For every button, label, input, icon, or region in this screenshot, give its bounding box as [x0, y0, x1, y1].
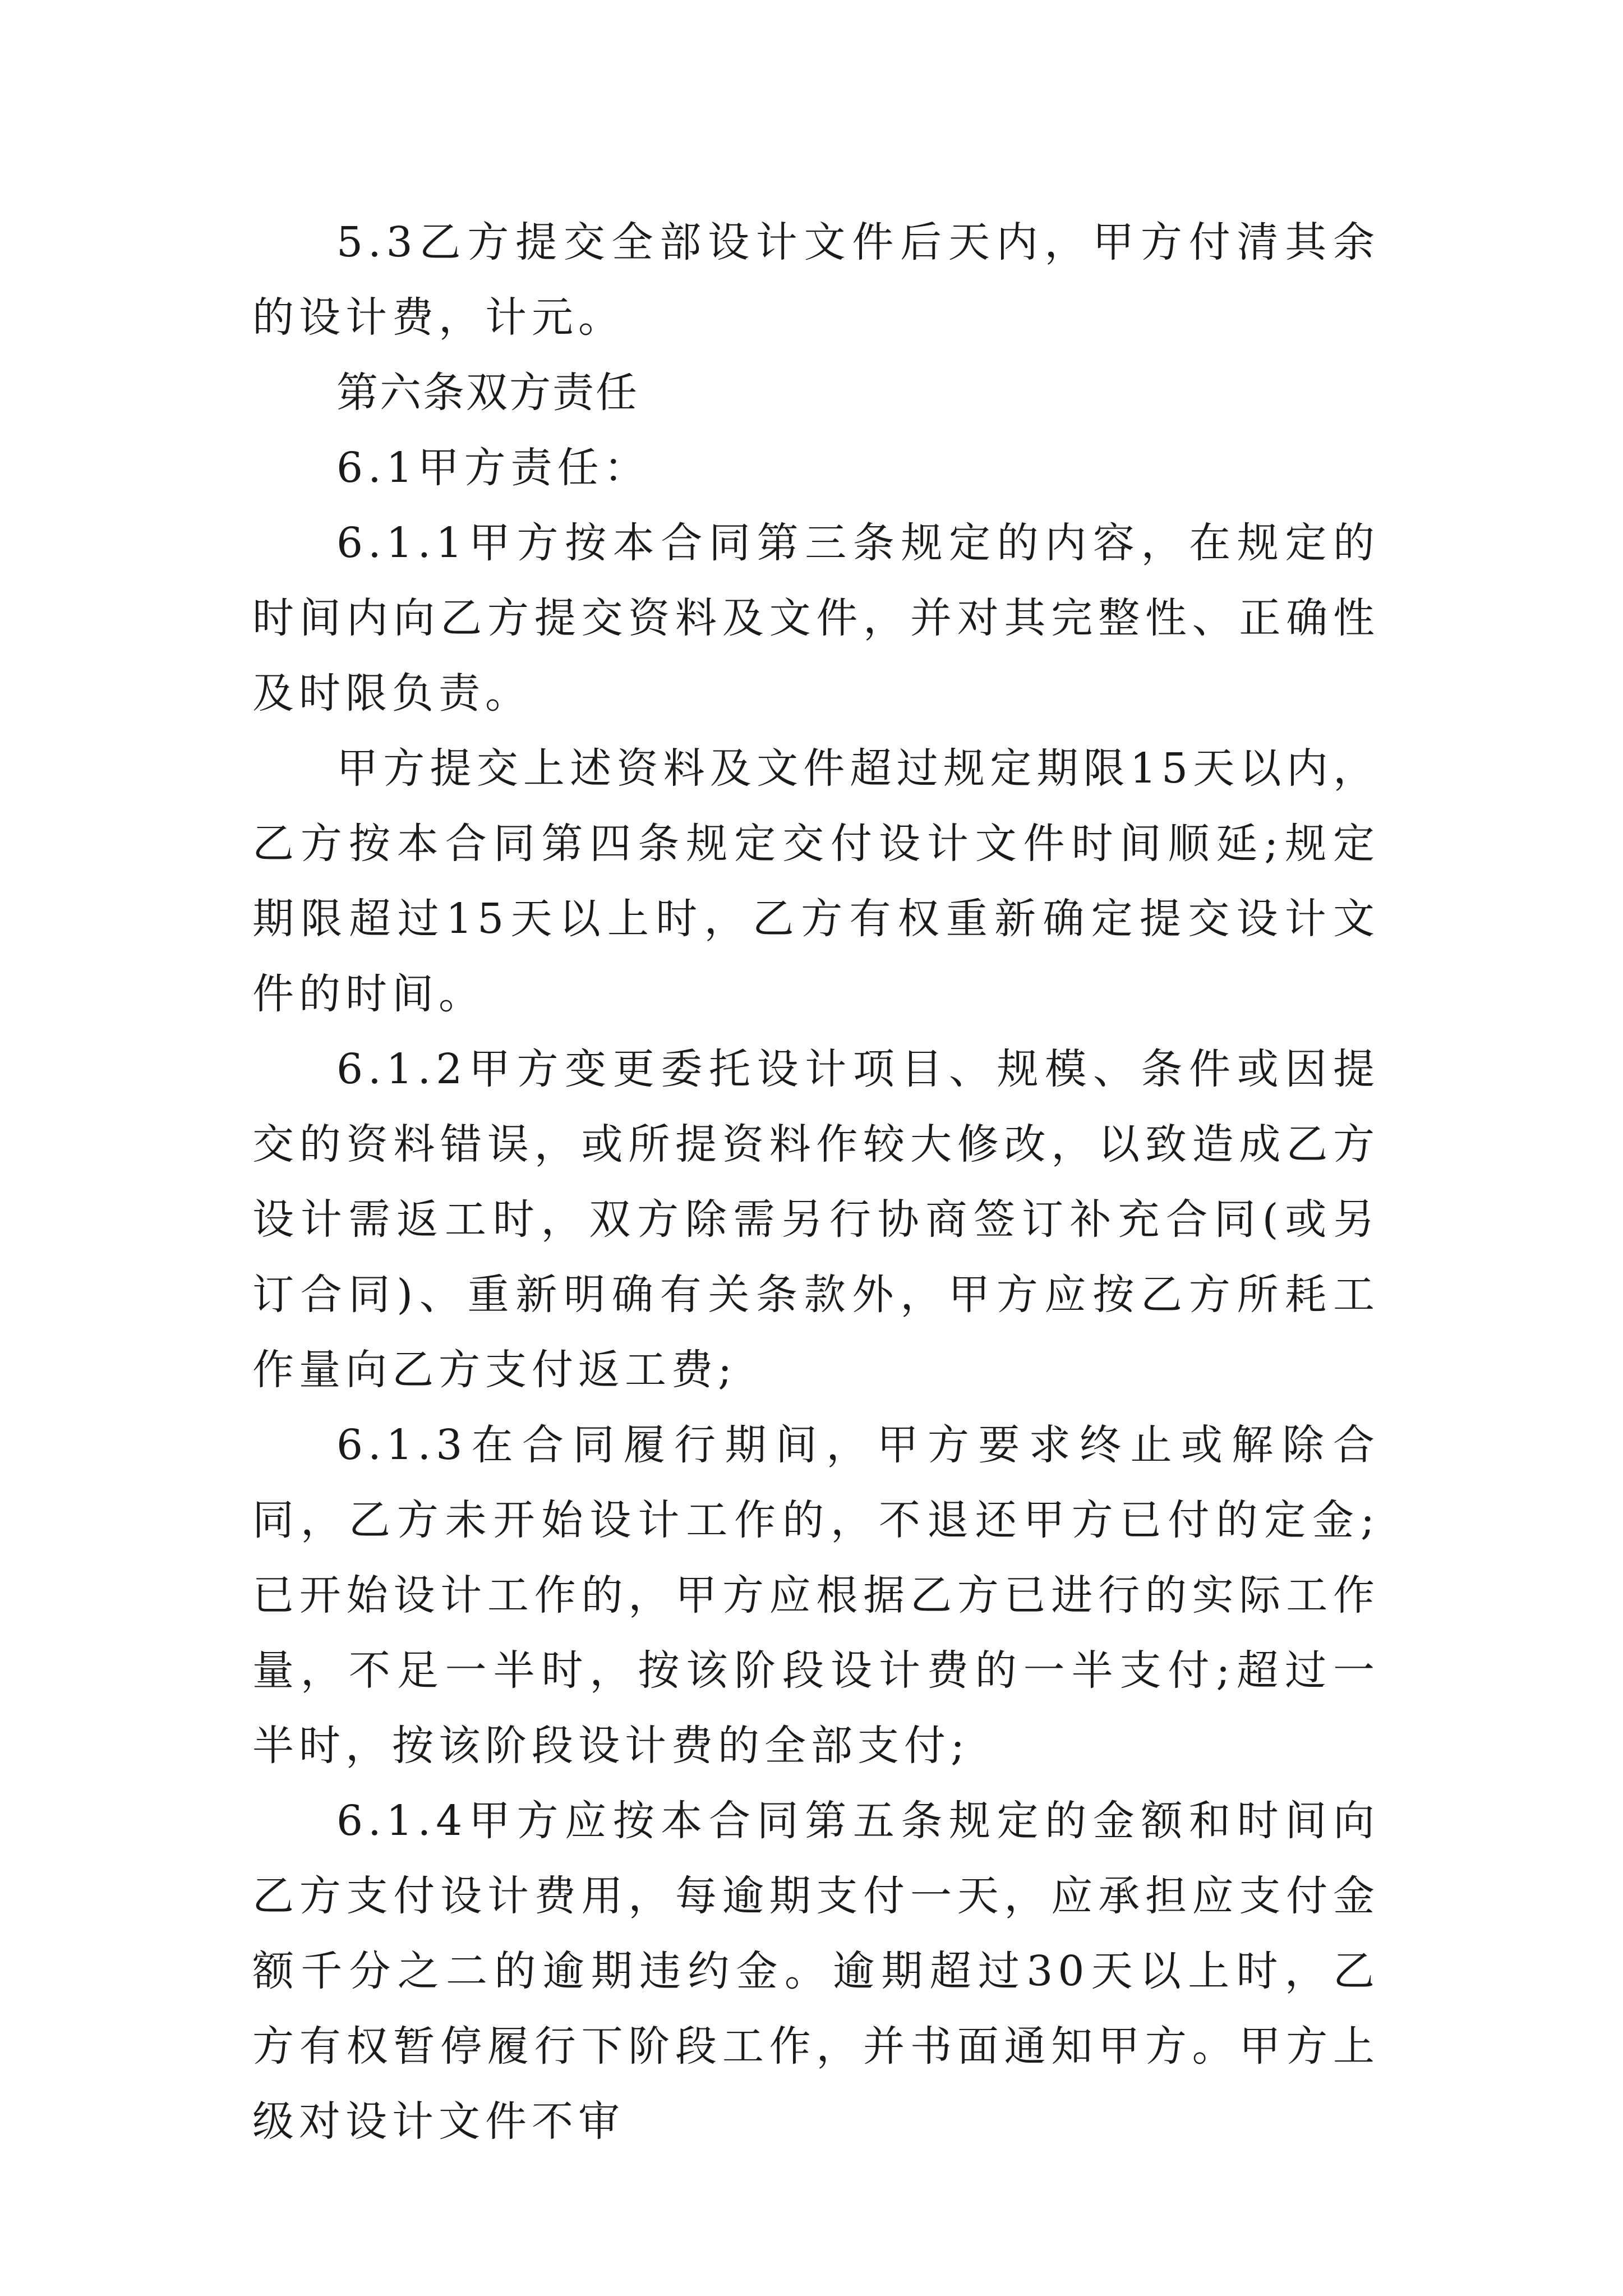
paragraph-clause-6-1-2: 6.1.2甲方变更委托设计项目、规模、条件或因提交的资料错误，或所提资料作较大修改，以致造成乙方设计需返工时，双方除需另行协商签订补充合同(或另订合同)、重新明确有关条款外，甲方应按乙方所耗工作量向乙方支付返工费;: [252, 1045, 1380, 1394]
paragraph-clause-5-3: 5.3乙方提交全部设计文件后天内，甲方付清其余的设计费，计元。: [252, 218, 1380, 342]
paragraph-clause-6-1-1: 6.1.1甲方按本合同第三条规定的内容，在规定的时间内向乙方提交资料及文件，并对其完整性、正确性及时限负责。: [252, 519, 1380, 717]
contract-body: [252, 205, 1380, 2159]
paragraph-clause-6-1: 6.1甲方责任：: [336, 444, 651, 492]
article-6-heading: 第六条双方责任: [336, 369, 639, 417]
paragraph-clause-6-1-1-extension: 甲方提交上述资料及文件超过规定期限15天以内，乙方按本合同第四条规定交付设计文件时间顺延;规定期限超过15天以上时，乙方有权重新确定提交设计文件的时间。: [252, 744, 1380, 1018]
paragraph-clause-6-1-3: 6.1.3在合同履行期间，甲方要求终止或解除合同，乙方未开始设计工作的，不退还甲方已付的定金;已开始设计工作的，甲方应根据乙方已进行的实际工作量，不足一半时，按该阶段设计费的一半支付;超过一半时，按该阶段设计费的全部支付;: [252, 1421, 1380, 1770]
paragraph-clause-6-1-4: 6.1.4甲方应按本合同第五条规定的金额和时间向乙方支付设计费用，每逾期支付一天，应承担应支付金额千分之二的逾期违约金。逾期超过30天以上时，乙方有权暂停履行下阶段工作，并书面通知甲方。甲方上级对设计文件不审: [252, 1797, 1380, 2146]
